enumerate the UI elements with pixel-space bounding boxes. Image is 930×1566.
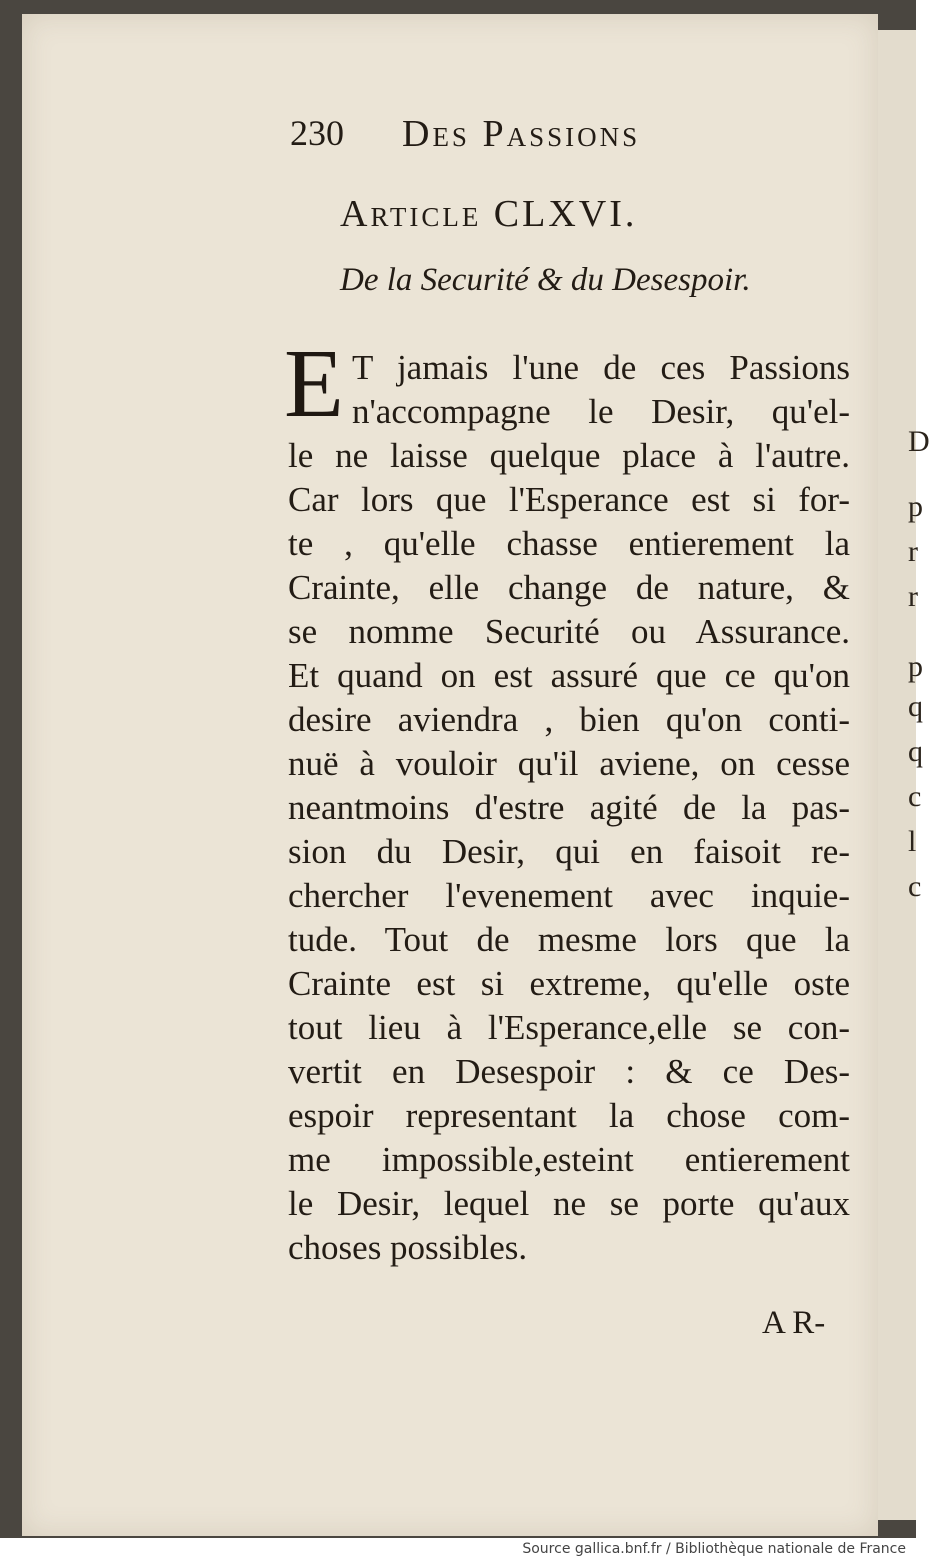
edge-glyph: c <box>908 870 922 903</box>
edge-glyph: r <box>908 580 918 613</box>
edge-glyph: q <box>908 735 923 768</box>
text-line: Car lors que l'Esperance est si for- <box>288 480 850 519</box>
next-page-edge <box>878 30 930 1520</box>
edge-glyph: p <box>908 650 923 683</box>
text-line: choses possibles. <box>288 1228 528 1267</box>
edge-glyph: r <box>908 535 918 568</box>
text-line: tout lieu à l'Esperance,elle se con- <box>288 1008 850 1047</box>
text-line: nuë à vouloir qu'il aviene, on cesse <box>288 744 850 783</box>
text-line: neantmoins d'estre agité de la pas- <box>288 788 850 827</box>
source-attribution: Source gallica.bnf.fr / Bibliothèque nationale de France <box>522 1541 906 1557</box>
catchword: A R- <box>762 1305 826 1341</box>
text-line: me impossible,esteint entierement <box>288 1140 850 1179</box>
edge-glyph: q <box>908 690 923 723</box>
text-line: T jamais l'une de ces Passions <box>352 348 850 387</box>
text-line: le ne laisse quelque place à l'autre. <box>288 436 850 475</box>
text-line: se nomme Securité ou Assurance. <box>288 612 850 651</box>
text-line: Crainte, elle change de nature, & <box>288 568 850 607</box>
text-line: sion du Desir, qui en faisoit re- <box>288 832 850 871</box>
text-line: chercher l'evenement avec inquie- <box>288 876 850 915</box>
edge-glyph: D <box>908 425 930 458</box>
edge-glyph: p <box>908 490 923 523</box>
edge-glyph: l <box>908 825 917 858</box>
text-line: desire aviendra , bien qu'on conti- <box>288 700 850 739</box>
text-line: n'accompagne le Desir, qu'el- <box>352 392 850 431</box>
text-line: te , qu'elle chasse entierement la <box>288 524 850 563</box>
drop-cap: E <box>284 330 344 438</box>
text-line: le Desir, lequel ne se porte qu'aux <box>288 1184 850 1223</box>
article-title: Article CLXVI. <box>340 193 638 235</box>
page-header <box>290 112 770 160</box>
text-line: espoir representant la chose com- <box>288 1096 850 1135</box>
text-line: Crainte est si extreme, qu'elle oste <box>288 964 850 1003</box>
running-head: Des Passions <box>402 113 641 155</box>
edge-glyph: c <box>908 780 922 813</box>
article-subtitle: De la Securité & du Desespoir. <box>340 262 751 298</box>
text-line: tude. Tout de mesme lors que la <box>288 920 850 959</box>
page-number: 230 <box>290 113 344 153</box>
text-line: Et quand on est assuré que ce qu'on <box>288 656 850 695</box>
text-line: vertit en Desespoir : & ce Des- <box>288 1052 850 1091</box>
